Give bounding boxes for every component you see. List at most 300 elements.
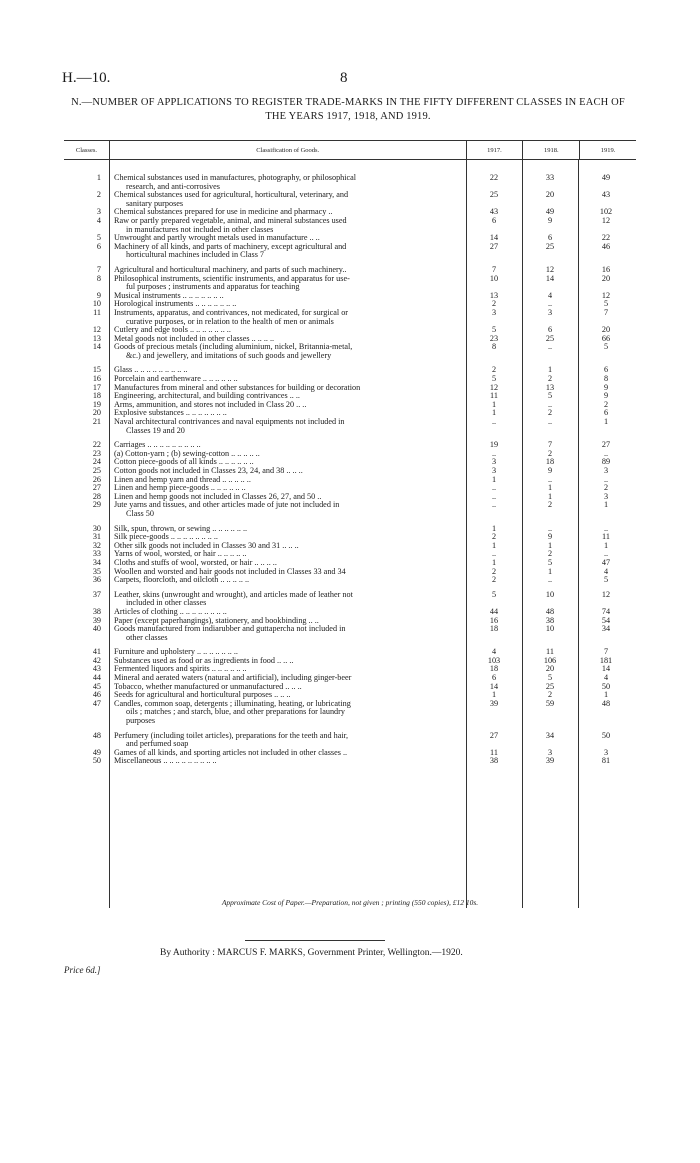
column-rule [522,160,523,908]
value-1919: 89 [601,457,611,467]
value-1917: 2 [491,566,497,576]
value-1917: 1 [491,399,497,409]
value-1918: 48 [545,606,555,616]
value-1918: .. [547,474,553,484]
value-1918: 25 [545,241,555,251]
description-line: Carpets, floorcloth, and oilcloth .. .. .. .. .. [114,575,250,585]
class-number: 1 [96,173,101,182]
description-line: Games of all kinds, and sporting articles not included in other classes .. [114,747,348,757]
class-number: 2 [96,190,101,200]
class-number: 15 [92,365,101,375]
table-row [64,501,636,518]
classification-description [109,243,466,260]
description-line: Arms, ammunition, and stores not included in Class 20 .. .. [114,399,307,409]
value-1918: 14 [545,273,555,283]
price-note: Price 6d.] [64,965,101,975]
header-classification: Classification of Goods. [109,141,466,159]
value-1918: 2 [547,690,553,700]
description-line: Tobacco, whether manufactured or unmanufactured .. .. .. [114,681,302,691]
value-1918: 38 [545,615,555,625]
value-1918: .. [547,342,553,352]
classification-description [109,576,466,585]
value-1918: 106 [543,655,557,665]
description-continuation: Class 50 [126,508,154,518]
description-line: Leather, skins (unwrought and wrought), and articles made of leather not [114,589,353,599]
value-1919: 4 [603,673,609,683]
value-1917: 22 [489,173,499,182]
value-1919: 22 [601,233,611,243]
table-row [64,732,636,749]
value-1918: .. [547,399,553,409]
description-line: Naval architectural contrivances and naval equipments not included in [114,417,345,427]
table-row [64,757,636,766]
value-1918: 12 [545,264,555,274]
value-1919: 49 [601,173,611,182]
value-1917: 1 [491,523,497,533]
class-number: 31 [92,532,101,542]
printer-authority: By Authority : MARCUS F. MARKS, Government Printer, Wellington.—1920. [160,948,463,958]
description-line: Manufactures from mineral and other substances for building or decoration [114,382,361,392]
class-number: 29 [92,500,101,510]
value-1917: 18 [489,664,499,674]
value-1918: 2 [547,374,553,384]
description-line: Musical instruments .. .. .. .. .. .. .. [114,290,224,300]
value-1919: .. [603,448,609,458]
description-line: Jute yarns and tissues, and other articles made of jute not included in [114,500,340,510]
value-1917: 11 [490,391,498,401]
description-line: Cotton goods not included in Classes 23, 24, and 38 .. .. .. [114,466,303,475]
value-1917: 12 [489,382,499,392]
value-1918: 7 [547,440,553,450]
value-1919: 1 [603,540,609,550]
value-1919: 2 [603,399,609,409]
value-1919: 5 [603,299,609,309]
description-line: Metal goods not included in other classes .. .. .. .. [114,333,275,343]
value-1917: 3 [491,457,497,467]
value-1917: 43 [489,207,499,217]
class-number: 42 [92,655,101,665]
class-number: 12 [92,325,101,335]
value-1917: 19 [489,440,499,450]
value-1919: 27 [601,440,611,450]
value-1919: 3 [603,491,609,501]
header-classes: Classes. [75,146,97,154]
class-number: 36 [92,575,101,585]
description-line: (a) Cotton-yarn ; (b) sewing-cotton .. .. .. .. .. [114,448,260,458]
classification-description [109,174,466,191]
class-number: 47 [92,698,101,708]
value-1917: 27 [489,241,499,251]
value-1919: 7 [603,647,609,657]
table-title: N.—NUMBER OF APPLICATIONS TO REGISTER TRADE-MARKS IN THE FIFTY DIFFERENT CLASSES IN EACH OF THE YEARS 1917, 1918, AND 1919. [71,97,625,122]
value-1918: 11 [546,647,554,657]
table-header [64,140,636,160]
value-1918: 2 [547,408,553,418]
table-row [64,625,636,642]
description-line: Articles of clothing .. .. .. .. .. .. .. .. [114,606,227,616]
value-1919: 50 [601,730,611,740]
value-1917: 38 [489,756,499,766]
value-1917: 6 [491,673,497,683]
description-line: Linen and hemp goods not included in Classes 26, 27, and 50 .. [114,491,322,501]
class-number: 18 [92,391,101,401]
class-number: 35 [92,566,101,576]
value-1917: 4 [491,647,497,657]
value-1918: 3 [547,307,553,317]
value-1919: 12 [601,290,611,300]
value-1918: 6 [547,233,553,243]
value-1918: 49 [545,207,555,217]
value-1918: 6 [547,325,553,335]
value-1918: 1 [547,491,553,501]
value-1917: 5 [491,374,497,384]
description-line: Chemical substances used for agricultural, horticultural, veterinary, and [114,190,349,200]
value-1918: 25 [545,681,555,691]
value-1917: 23 [489,333,499,343]
value-1919: 1 [603,417,609,427]
description-line: Explosive substances .. .. .. .. .. .. .. [114,408,227,418]
description-continuation: sanitary purposes [126,198,184,208]
value-1919: 4 [603,566,609,576]
description-line: Linen and hemp yarn and thread .. .. .. .. .. [114,474,251,484]
description-line: Agricultural and horticultural machinery, and parts of such machinery.. [114,264,347,274]
value-1917: 14 [489,681,499,691]
description-line: Woollen and worsted and hair goods not included in Classes 33 and 34 [114,566,346,576]
value-1917: 2 [491,365,497,375]
description-line: Goods of precious metals (including aluminium, nickel, Britannia-metal, [114,342,353,352]
value-1917: 2 [491,575,497,585]
class-number: 17 [92,382,101,392]
value-1917: 7 [491,264,497,274]
class-number: 4 [96,215,101,225]
table-body [64,160,636,766]
table-row [64,243,636,260]
value-1919: 43 [601,190,611,200]
class-number: 49 [92,747,101,757]
description-continuation: ful purposes ; instruments and apparatus for teaching [126,282,300,292]
value-1918: 18 [545,457,555,467]
value-1919: 6 [603,408,609,418]
class-number: 28 [92,491,101,501]
value-1917: 3 [491,466,497,475]
value-1919: 8 [603,374,609,384]
value-1918: .. [547,523,553,533]
class-number: 44 [92,673,101,683]
value-1919: .. [603,474,609,484]
class-number: 30 [92,523,101,533]
description-continuation: oils ; matches ; and starch, blue, and other preparations for laundry [126,707,345,717]
classification-description [109,501,466,518]
value-1917: .. [491,448,497,458]
value-1919: 14 [601,664,611,674]
description-line: Cutlery and edge tools .. .. .. .. .. .. .. [114,325,231,335]
column-rule [578,160,579,908]
class-number: 24 [92,457,101,467]
classification-description [109,275,466,292]
value-1917: 25 [489,190,499,200]
value-1917: 11 [490,747,498,757]
value-1919: 81 [601,756,611,766]
value-1918: 34 [545,730,555,740]
value-1919: 34 [601,624,611,634]
value-1919: 1 [603,690,609,700]
class-number: 27 [92,483,101,493]
class-number: 23 [92,448,101,458]
description-line: Goods manufactured from indiarubber and guttapercha not included in [114,624,346,634]
class-number: 41 [92,647,101,657]
class-number: 14 [92,342,101,352]
description-line: Horological instruments .. .. .. .. .. .. .. [114,299,237,309]
class-number: 9 [96,290,101,300]
description-line: Other silk goods not included in Classes 30 and 31 .. .. .. [114,540,299,550]
classification-description [109,757,466,766]
value-1919: 47 [601,557,611,567]
classification-description [109,700,466,726]
description-line: Philosophical instruments, scientific instruments, and apparatus for use- [114,273,350,283]
value-1918: 1 [547,483,553,493]
class-number: 32 [92,540,101,550]
description-continuation: &c.) and jewellery, and imitations of such goods and jewellery [126,350,332,360]
value-1919: 74 [601,606,611,616]
class-number: 10 [92,299,101,309]
table-row [64,309,636,326]
description-line: Porcelain and earthenware .. .. .. .. .. .. [114,374,238,384]
class-number: 45 [92,681,101,691]
value-1919: 12 [601,215,611,225]
class-number: 26 [92,474,101,484]
value-1917: 103 [487,655,501,665]
value-1918: .. [547,575,553,585]
column-rule [466,160,467,908]
value-1917: 5 [491,589,497,599]
class-number: 50 [92,756,101,766]
header-1919: 1919. [579,141,636,159]
classification-description [109,191,466,208]
description-line: Furniture and upholstery .. .. .. .. .. .. .. [114,647,238,657]
class-number: 34 [92,557,101,567]
table-row [64,174,636,191]
description-line: Engineering, architectural, and building contrivances .. .. [114,391,300,401]
table-row [64,191,636,208]
trade-marks-table [64,140,636,766]
value-1917: 44 [489,606,499,616]
class-number: 5 [96,233,101,243]
value-1919: 5 [603,575,609,585]
value-1917: 5 [491,325,497,335]
value-1918: 5 [547,557,553,567]
description-line: Fermented liquors and spirits .. .. .. .. .. .. [114,664,247,674]
value-1917: 1 [491,408,497,418]
class-number: 7 [96,264,101,274]
classification-description [109,217,466,234]
description-line: Cloths and stuffs of wool, worsted, or hair .. .. .. .. [114,557,277,567]
description-continuation: in manufactures not included in other classes [126,224,274,234]
value-1919: 5 [603,342,609,352]
description-line: Chemical substances prepared for use in medicine and pharmacy .. [114,207,333,217]
description-continuation: curative purposes, or in relation to the health of men or animals [126,316,334,326]
value-1918: 1 [547,566,553,576]
value-1919: 11 [602,532,610,542]
description-continuation: included in other classes [126,598,207,608]
value-1918: 39 [545,756,555,766]
value-1919: .. [603,549,609,559]
class-number: 33 [92,549,101,559]
description-line: Substances used as food or as ingredients in food .. .. .. [114,655,294,665]
value-1917: 27 [489,730,499,740]
value-1918: 1 [547,365,553,375]
page-number: 8 [340,70,348,86]
description-line: Instruments, apparatus, and contrivances, not medicated, for surgical or [114,307,349,317]
value-1917: 1 [491,540,497,550]
table-row [64,275,636,292]
description-line: Paper (except paperhangings), stationery, and bookbinding .. .. [114,615,319,625]
class-number: 37 [92,589,101,599]
description-line: Silk, spun, thrown, or sewing .. .. .. .. .. .. [114,523,248,533]
value-1919: 7 [603,307,609,317]
cost-footnote: Approximate Cost of Paper.—Preparation, not given ; printing (550 copies), £12 10s. [221,898,479,907]
description-continuation: Classes 19 and 20 [126,425,185,435]
value-1918: 25 [545,333,555,343]
value-1919: 6 [603,365,609,375]
document-reference: H.—10. [62,70,111,86]
value-1917: 10 [489,273,499,283]
description-line: Carriages .. .. .. .. .. .. .. .. .. [114,440,201,450]
value-1917: 1 [491,690,497,700]
value-1919: 9 [603,391,609,401]
description-continuation: research, and anti-corrosives [126,181,220,191]
value-1918: 3 [547,747,553,757]
header-1917: 1917. [466,141,523,159]
description-continuation: horticultural machines included in Class 7 [126,250,265,260]
value-1918: 9 [547,215,553,225]
description-line: Glass .. .. .. .. .. .. .. .. .. [114,365,188,375]
class-number: 16 [92,374,101,384]
value-1918: .. [547,299,553,309]
value-1917: .. [491,500,497,510]
description-line: Unwrought and partly wrought metals used in manufacture .. .. [114,233,320,243]
value-1919: 66 [601,333,611,343]
description-line: Chemical substances used in manufactures, photography, or philosophical [114,173,357,182]
value-1918: 5 [547,391,553,401]
value-1919: 1 [603,500,609,510]
value-1917: .. [491,417,497,427]
value-1917: 16 [489,615,499,625]
value-1919: 3 [603,466,609,475]
value-1919: .. [603,523,609,533]
description-continuation: other classes [126,632,168,642]
value-1918: 20 [545,190,555,200]
value-1917: 1 [491,474,497,484]
value-1918: 33 [545,173,555,182]
value-1919: 102 [599,207,613,217]
classification-description [109,343,466,360]
value-1918: 5 [547,673,553,683]
value-1918: 9 [547,532,553,542]
value-1919: 2 [603,483,609,493]
value-1918: 9 [547,466,553,475]
value-1918: 4 [547,290,553,300]
value-1919: 20 [601,325,611,335]
value-1918: 10 [545,589,555,599]
value-1919: 54 [601,615,611,625]
class-number: 40 [92,624,101,634]
class-number: 8 [96,273,101,283]
value-1917: 2 [491,532,497,542]
column-rule [109,160,110,908]
value-1919: 50 [601,681,611,691]
value-1918: 10 [545,624,555,634]
value-1918: 20 [545,664,555,674]
table-row [64,217,636,234]
description-line: Candles, common soap, detergents ; illuminating, heating, or lubricating [114,698,351,708]
table-row [64,576,636,585]
description-continuation: purposes [126,716,156,726]
value-1919: 20 [601,273,611,283]
divider [245,940,385,941]
table-row [64,418,636,435]
table-row [64,343,636,360]
value-1918: .. [547,417,553,427]
value-1917: 3 [491,307,497,317]
description-line: Machinery of all kinds, and parts of machinery, except agricultural and [114,241,347,251]
class-number: 19 [92,399,101,409]
value-1917: 18 [489,624,499,634]
table-row [64,591,636,608]
value-1919: 12 [601,589,611,599]
classification-description [109,309,466,326]
class-number: 11 [93,307,101,317]
description-line: Raw or partly prepared vegetable, animal, and mineral substances used [114,215,347,225]
table-row [64,700,636,726]
classification-description [109,418,466,435]
description-line: Cotton piece-goods of all kinds .. .. .. .. .. .. [114,457,254,467]
value-1918: 2 [547,549,553,559]
value-1918: 13 [545,382,555,392]
classification-description [109,625,466,642]
value-1919: 181 [599,655,613,665]
class-number: 46 [92,690,101,700]
description-line: Mineral and aerated waters (natural and artificial), including ginger-beer [114,673,352,683]
description-line: Silk piece-goods .. .. .. .. .. .. .. .. [114,532,218,542]
value-1917: 14 [489,233,499,243]
value-1918: 1 [547,540,553,550]
value-1917: .. [491,491,497,501]
value-1919: 48 [601,698,611,708]
header-1918: 1918. [522,141,579,159]
value-1917: 1 [491,557,497,567]
value-1919: 9 [603,382,609,392]
value-1918: 59 [545,698,555,708]
value-1917: .. [491,549,497,559]
class-number: 21 [92,417,101,427]
class-number: 6 [96,241,101,251]
value-1917: .. [491,483,497,493]
value-1917: 39 [489,698,499,708]
value-1917: 8 [491,342,497,352]
value-1919: 16 [601,264,611,274]
value-1917: 2 [491,299,497,309]
description-line: Miscellaneous .. .. .. .. .. .. .. .. .. [114,756,217,766]
classification-description [109,591,466,608]
class-number: 38 [92,606,101,616]
class-number: 43 [92,664,101,674]
value-1919: 3 [603,747,609,757]
classification-description [109,732,466,749]
class-number: 22 [92,440,101,450]
value-1917: 13 [489,290,499,300]
class-number: 25 [92,466,101,475]
class-number: 48 [92,730,101,740]
